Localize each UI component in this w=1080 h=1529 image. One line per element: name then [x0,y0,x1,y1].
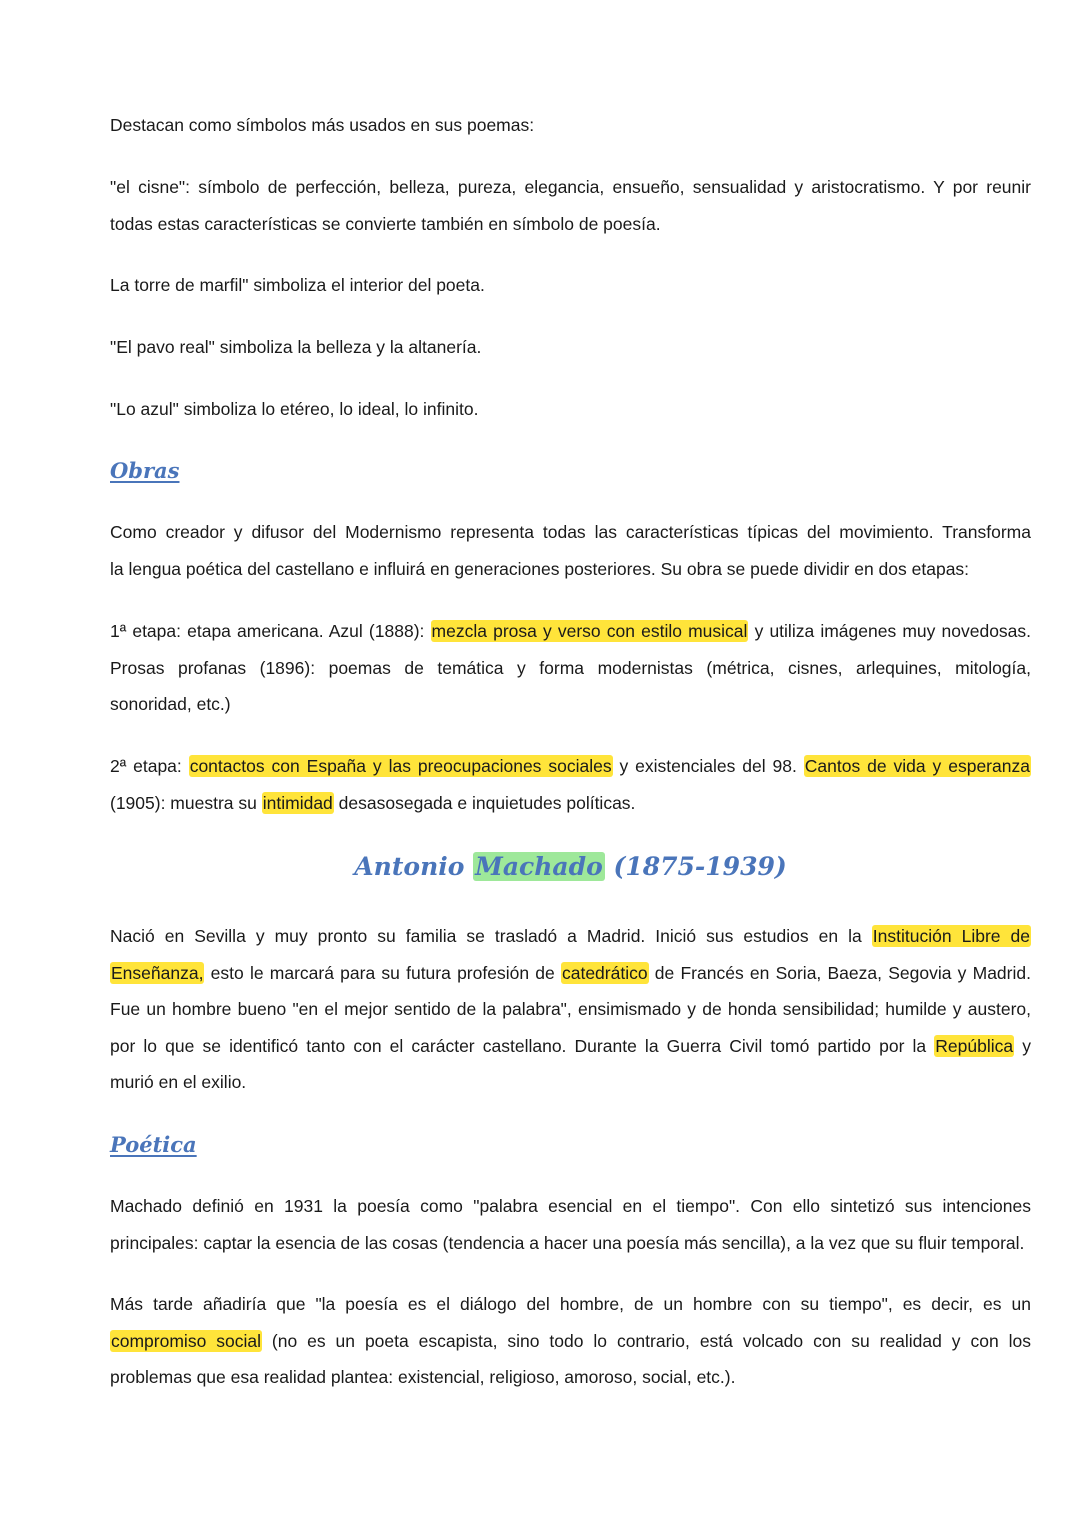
obras-paragraph: Como creador y difusor del Modernismo representa todas las características típicas del movimiento. Transforma la lengua poética del castellano e influirá en generaciones posteriores. Su obra se puede dividir en dos etapas: [110,522,1031,579]
highlight-green: Machado [475,852,603,881]
bio-paragraph: Nació en Sevilla y muy pronto su familia se trasladó a Madrid. Inició sus estudios en la Institución Libre de Enseñanza, esto le marcará para su futura profesión de catedrático de Francés en Soria, Baeza, Segovia y Madrid. Fue un hombre bueno "en el mejor sentido de la palabra", ensimismado y de honda sensibilidad; humilde y austero, por lo que se identificó tanto con el carácter castellano. Durante la Guerra Civil tomó partido por la República y murió en el exilio. [110,918,1031,1101]
highlight: República [935,1035,1014,1056]
etapa1-line1: 1ª etapa: etapa americana. Azul (1888): mezcla prosa y verso con estilo musical y utiliza imágenes muy novedosas. [110,621,1032,641]
torre-paragraph: La torre de marfil" simboliza el interior del poeta. [110,275,485,295]
poetica-heading: Poética [110,1132,197,1157]
highlight: compromiso social [111,1330,261,1351]
obras-heading: Obras [110,458,180,483]
highlight: Enseñanza, [111,962,204,983]
highlight: contactos con España y las preocupaciones sociales [189,756,612,776]
azul-paragraph: "Lo azul" simboliza lo etéreo, lo ideal, lo infinito. [110,399,479,419]
highlight: Cantos de vida y esperanza [804,756,1030,776]
poetica-paragraph-2: Más tarde añadiría que "la poesía es el diálogo del hombre, de un hombre con su tiempo", es decir, es un compromiso social (no es un poeta escapista, sino todo lo contrario, está volcado con su realidad y con los problemas que esa realidad plantea: existencial, religioso, amoroso, social, etc.). [110,1294,1031,1387]
bio-line4: por lo que se identificó tanto con el carácter castellano. Durante la Guerra Civil tomó partido por la República y [110,1035,1031,1056]
highlight: Institución Libre de [872,926,1030,946]
cisne-paragraph: "el cisne": símbolo de perfección, belleza, pureza, elegancia, ensueño, sensualidad y aristocratismo. Y por reunir todas estas características se convierte también en símbolo de poesía. [110,177,1031,234]
etapa1-paragraph: 1ª etapa: etapa americana. Azul (1888): mezcla prosa y verso con estilo musical y utiliza imágenes muy novedosas. Prosas profanas (1896): poemas de temática y forma modernistas (métrica, cisnes, arlequines, mitología, sonoridad, etc.) [110,613,1031,723]
poetica-p2-line2: compromiso social (no es un poeta escapista, sino todo lo contrario, está volcado con su realidad y con los [111,1330,1031,1351]
bio-line1: Nació en Sevilla y muy pronto su familia se trasladó a Madrid. Inició sus estudios en la Institución Libre de [110,926,1030,946]
poetica-paragraph-1: Machado definió en 1931 la poesía como "palabra esencial en el tiempo". Con ello sintetizó sus intenciones principales: captar la esencia de las cosas (tendencia a hacer una poesía más sencilla), a la vez que su fluir temporal. [110,1196,1031,1253]
highlight: intimidad [262,792,333,813]
author-title: Antonio Machado (1875-1939) [354,852,787,881]
highlight: mezcla prosa y verso con estilo musical [431,621,748,641]
etapa2-paragraph [110,748,1031,821]
pavo-paragraph: "El pavo real" simboliza la belleza y la altanería. [110,337,482,357]
bio-line2: Enseñanza, esto le marcará para su futura profesión de catedrático de Francés en Soria, Baeza, Segovia y Madrid. [111,962,1031,983]
etapa2-line1: 2ª etapa: contactos con España y las preocupaciones sociales y existenciales del 98. Cantos de vida y esperanza [110,756,1030,776]
etapa2-line2: (1905): muestra su intimidad desasosegada e inquietudes políticas. [110,792,636,813]
highlight: catedrático [561,962,648,983]
intro-paragraph: Destacan como símbolos más usados en sus poemas: [110,115,535,135]
